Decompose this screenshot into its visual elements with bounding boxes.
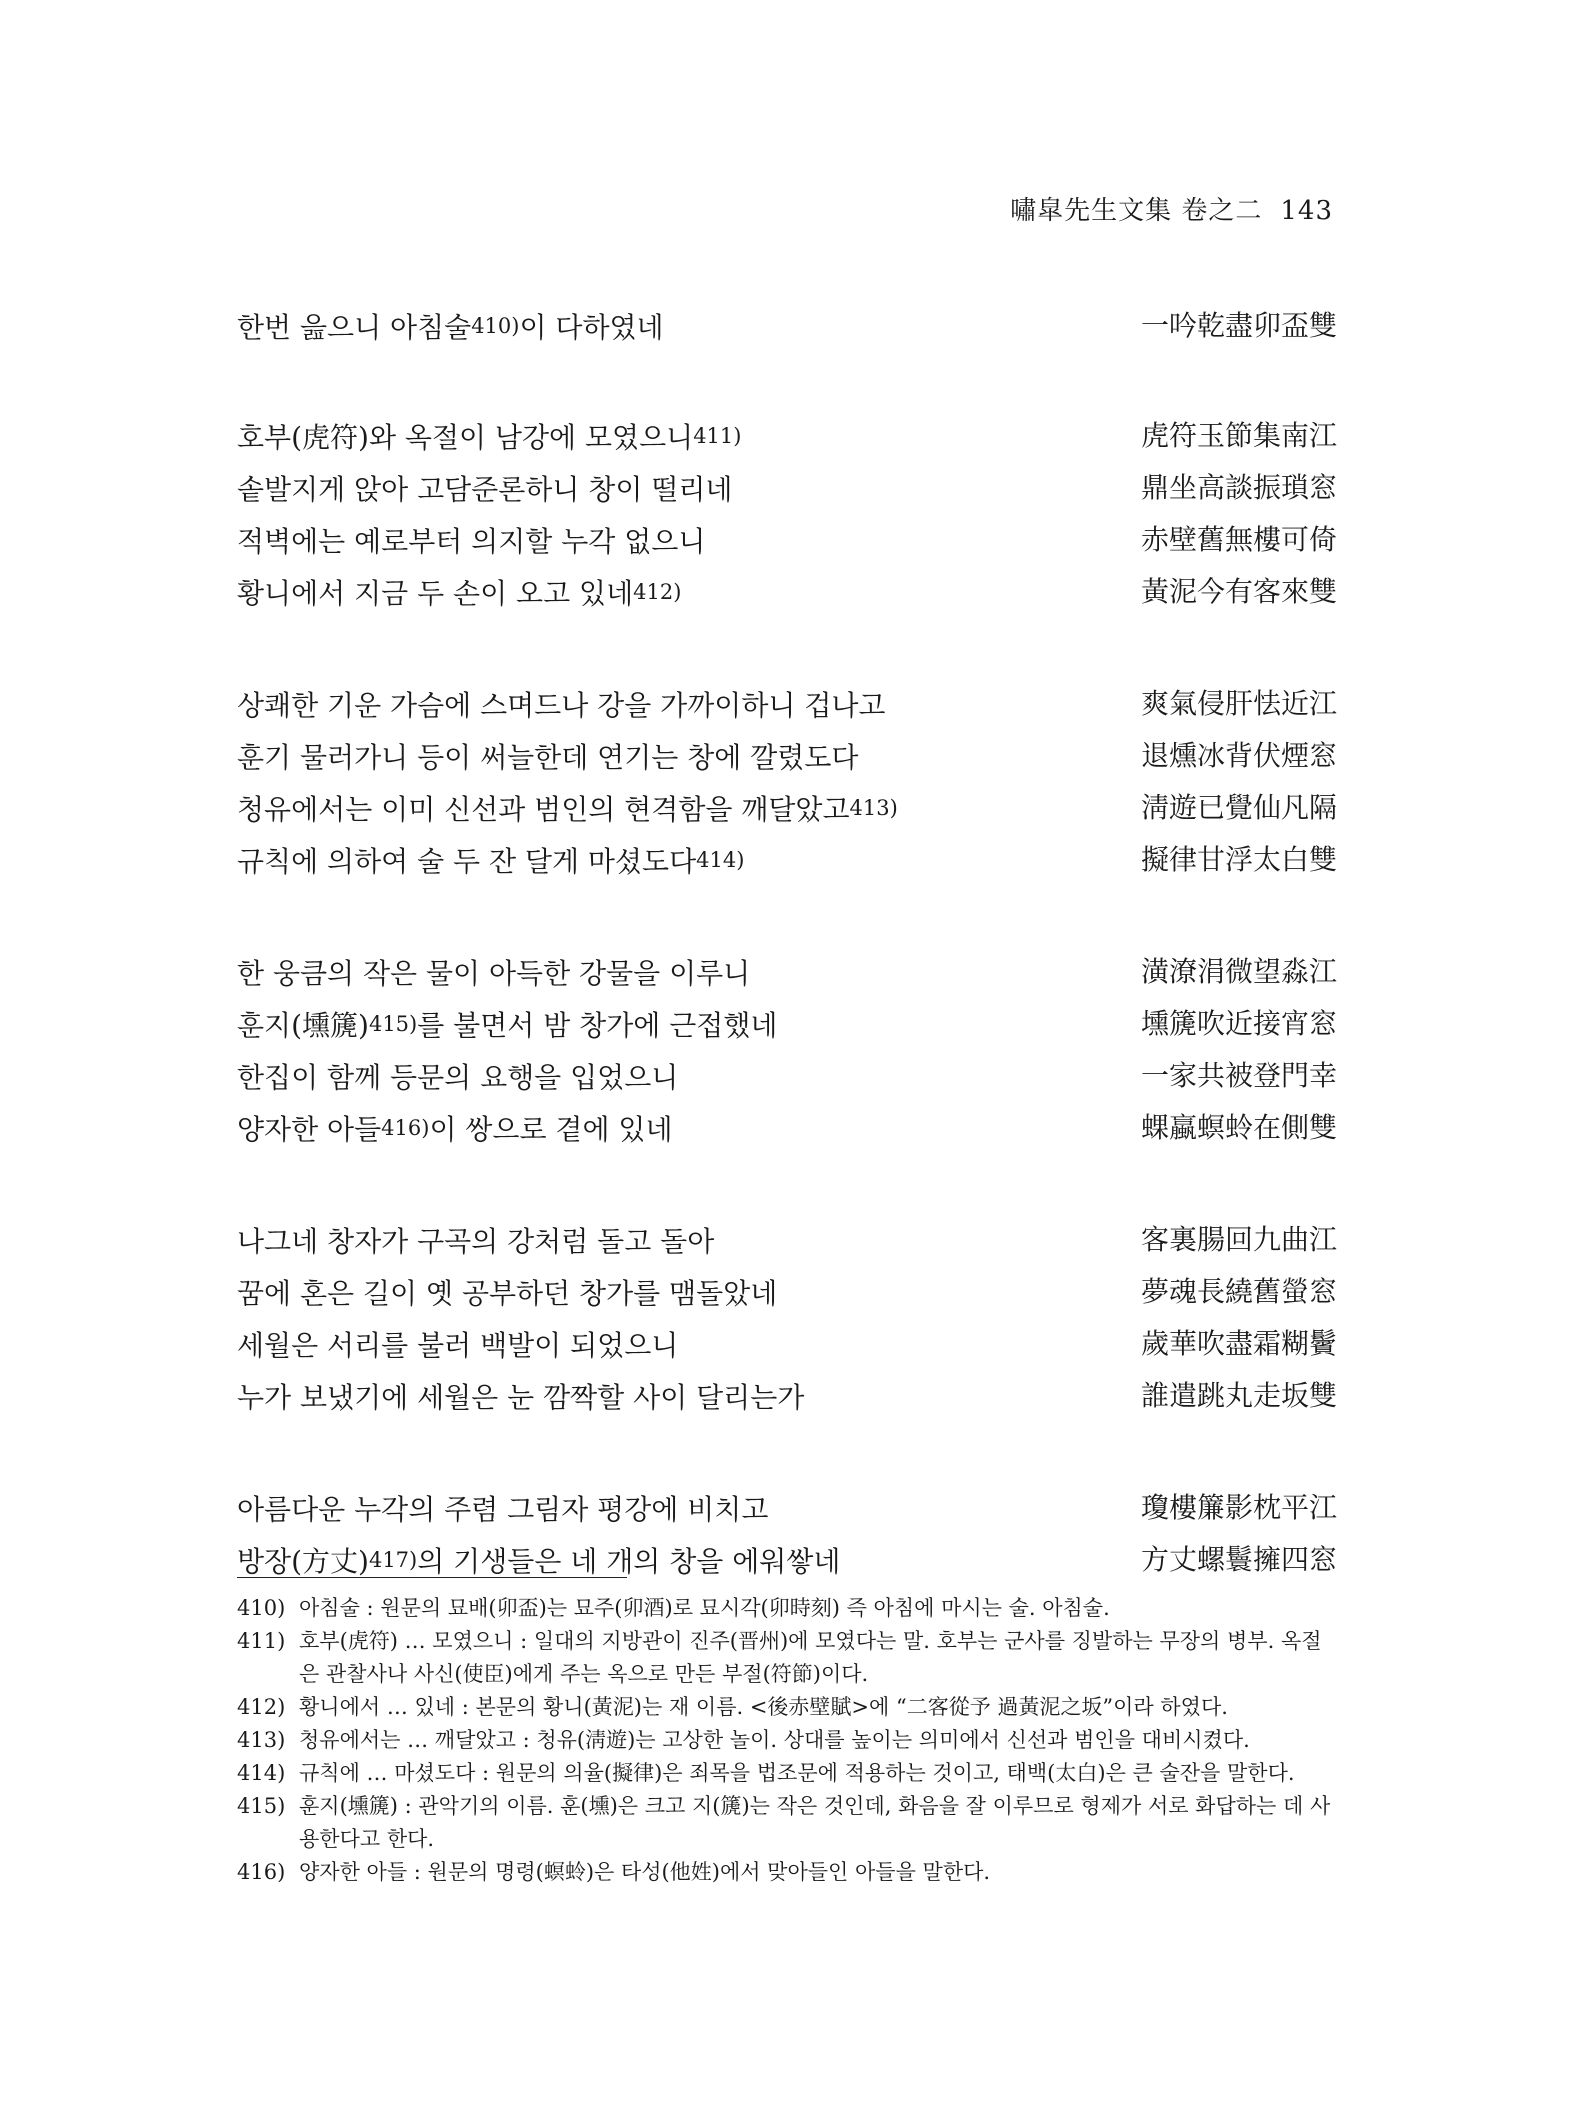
chinese-original: 一吟乾盡卯盃雙	[1140, 309, 1337, 342]
footnotes	[237, 1592, 1337, 1889]
stanza	[237, 678, 1337, 886]
chinese-original: 客裏腸回九曲江	[1140, 1223, 1337, 1256]
korean-translation	[237, 462, 732, 516]
korean-translation	[237, 566, 681, 620]
footnote-reference: 417)	[368, 1548, 418, 1572]
poem-line	[237, 678, 1337, 730]
korean-text-after: 를 불면서 밤 창가에 근접했네	[417, 1009, 778, 1042]
korean-translation	[237, 1370, 804, 1424]
korean-text: 황니에서 지금 두 손이 오고 있네	[237, 577, 634, 610]
chinese-original: 虎符玉節集南江	[1140, 419, 1337, 452]
korean-text: 한 웅큼의 작은 물이 아득한 강물을 이루니	[237, 957, 751, 990]
korean-translation	[237, 782, 898, 836]
chinese-original: 爽氣侵肝怯近江	[1140, 687, 1337, 720]
poem-line	[237, 834, 1337, 886]
footnote-number: 412)	[237, 1695, 286, 1719]
poem-line	[237, 566, 1337, 618]
poem-line	[237, 946, 1337, 998]
footnote-divider	[237, 1577, 627, 1578]
footnote-text: 아침술 : 원문의 묘배(卯盃)는 묘주(卯酒)로 묘시각(卯時刻) 즉 아침에 마시는 술. 아침술.	[299, 1596, 1110, 1620]
korean-text: 한번 읊으니 아침술	[237, 311, 472, 344]
korean-text-after: 의 기생들은 네 개의 창을 에워쌓네	[417, 1545, 841, 1578]
korean-text: 나그네 창자가 구곡의 강처럼 돌고 돌아	[237, 1225, 715, 1258]
page-number: 143	[1280, 196, 1333, 226]
footnote-text: 황니에서 … 있네 : 본문의 황니(黃泥)는 재 이름. <後赤壁賦>에 “二客從予 過黃泥之坂”이라 하였다.	[299, 1695, 1228, 1719]
stanza	[237, 410, 1337, 618]
poem-line	[237, 1482, 1337, 1534]
korean-text: 방장(方丈)	[237, 1545, 369, 1578]
footnote-number: 411)	[237, 1629, 286, 1653]
korean-translation	[237, 1266, 777, 1320]
korean-text: 훈기 물러가니 등이 써늘한데 연기는 창에 깔렸도다	[237, 741, 859, 774]
chinese-original: 誰遣跳丸走坂雙	[1140, 1379, 1337, 1412]
korean-text-after: 이 쌍으로 곁에 있네	[429, 1113, 673, 1146]
korean-text: 적벽에는 예로부터 의지할 누각 없으니	[237, 525, 706, 558]
korean-text: 청유에서는 이미 신선과 범인의 현격함을 깨달았고	[237, 793, 850, 826]
chinese-original: 退燻冰背伏煙窓	[1140, 739, 1337, 772]
poem-line	[237, 1214, 1337, 1266]
korean-text: 훈지(壎篪)	[237, 1009, 369, 1042]
footnote-number: 415)	[237, 1794, 286, 1818]
footnote-number: 410)	[237, 1596, 286, 1620]
poem-line	[237, 782, 1337, 834]
korean-translation	[237, 834, 744, 888]
footnote-text: 청유에서는 … 깨달았고 : 청유(淸遊)는 고상한 놀이. 상대를 높이는 의미에서 신선과 범인을 대비시켰다.	[299, 1728, 1250, 1752]
chinese-original: 歲華吹盡霜糊鬢	[1140, 1327, 1337, 1360]
footnote-number: 414)	[237, 1761, 286, 1785]
footnote-reference: 415)	[368, 1012, 418, 1036]
poem-line	[237, 998, 1337, 1050]
korean-text: 세월은 서리를 불러 백발이 되었으니	[237, 1329, 679, 1362]
footnote-reference: 411)	[693, 424, 742, 448]
korean-translation	[237, 514, 705, 568]
poem-line	[237, 730, 1337, 782]
footnote	[237, 1856, 1337, 1889]
stanza	[237, 300, 1337, 352]
korean-text: 꿈에 혼은 길이 옛 공부하던 창가를 맴돌았네	[237, 1277, 778, 1310]
poem-line	[237, 1370, 1337, 1422]
footnote-reference: 414)	[696, 848, 745, 872]
korean-text: 한집이 함께 등문의 요행을 입었으니	[237, 1061, 679, 1094]
korean-translation	[237, 1214, 714, 1268]
korean-text: 아름다운 누각의 주렴 그림자 평강에 비치고	[237, 1493, 769, 1526]
footnote	[237, 1757, 1337, 1790]
poem-line	[237, 1534, 1337, 1586]
footnote	[237, 1691, 1337, 1724]
footnote-number: 413)	[237, 1728, 286, 1752]
korean-text: 양자한 아들	[237, 1113, 382, 1146]
footnote	[237, 1592, 1337, 1625]
poem-line	[237, 1050, 1337, 1102]
stanza	[237, 1214, 1337, 1422]
korean-translation	[237, 1534, 840, 1588]
korean-translation	[237, 300, 664, 354]
footnote	[237, 1724, 1337, 1757]
footnote-reference: 416)	[381, 1116, 430, 1140]
chinese-original: 蜾蠃螟蛉在側雙	[1140, 1111, 1337, 1144]
running-header	[1010, 190, 1333, 227]
stanza	[237, 1482, 1337, 1586]
korean-text-after: 이 다하였네	[519, 311, 664, 344]
footnote-reference: 413)	[849, 796, 898, 820]
korean-translation	[237, 1102, 673, 1156]
stanza	[237, 946, 1337, 1154]
footnote-text: 훈지(壎篪) : 관악기의 이름. 훈(壎)은 크고 지(篪)는 작은 것인데, 화음을 잘 이루므로 형제가 서로 화답하는 데 사용한다고 한다.	[299, 1794, 1331, 1851]
korean-text: 누가 보냈기에 세월은 눈 깜짝할 사이 달리는가	[237, 1381, 805, 1414]
chinese-original: 方丈螺鬟擁四窓	[1140, 1543, 1337, 1576]
poem-line	[237, 1266, 1337, 1318]
korean-text: 호부(虎符)와 옥절이 남강에 모였으니	[237, 421, 694, 454]
poem-line	[237, 300, 1337, 352]
poem-line	[237, 1102, 1337, 1154]
korean-translation	[237, 678, 885, 732]
korean-text: 솥발지게 앉아 고담준론하니 창이 떨리네	[237, 473, 733, 506]
chinese-original: 夢魂長繞舊螢窓	[1140, 1275, 1337, 1308]
korean-text: 규칙에 의하여 술 두 잔 달게 마셨도다	[237, 845, 697, 878]
korean-translation	[237, 946, 750, 1000]
chinese-original: 潢潦涓微望淼江	[1140, 955, 1337, 988]
footnote-text: 규칙에 … 마셨도다 : 원문의 의율(擬律)은 죄목을 법조문에 적용하는 것이고, 태백(太白)은 큰 술잔을 말한다.	[299, 1761, 1295, 1785]
footnote	[237, 1790, 1337, 1856]
korean-translation	[237, 410, 741, 464]
footnote-number: 416)	[237, 1860, 286, 1884]
poem-line	[237, 410, 1337, 462]
poem-line	[237, 1318, 1337, 1370]
footnote-reference: 412)	[633, 580, 682, 604]
korean-translation	[237, 730, 858, 784]
footnote-text: 호부(虎符) … 모였으니 : 일대의 지방관이 진주(晋州)에 모였다는 말. 호부는 군사를 징발하는 무장의 병부. 옥절은 관찰사나 사신(使臣)에게 주는 옥으로 만든 부절(符節)이다.	[299, 1629, 1322, 1686]
chinese-original: 壎篪吹近接宵窓	[1140, 1007, 1337, 1040]
footnote-text: 양자한 아들 : 원문의 명령(螟蛉)은 타성(他姓)에서 맞아들인 아들을 말한다.	[299, 1860, 991, 1884]
korean-translation	[237, 1482, 768, 1536]
korean-translation	[237, 998, 777, 1052]
footnote	[237, 1625, 1337, 1691]
korean-translation	[237, 1318, 678, 1372]
poem-line	[237, 514, 1337, 566]
chinese-original: 赤壁舊無樓可倚	[1140, 523, 1337, 556]
chinese-original: 瓊樓簾影枕平江	[1140, 1491, 1337, 1524]
chinese-original: 淸遊已覺仙凡隔	[1140, 791, 1337, 824]
footnote-reference: 410)	[471, 314, 520, 338]
korean-text: 상쾌한 기운 가슴에 스며드나 강을 가까이하니 겁나고	[237, 689, 886, 722]
book-title: 嘯皐先生文集 卷之二	[1010, 196, 1263, 226]
chinese-original: 一家共被登門幸	[1140, 1059, 1337, 1092]
poem-body	[237, 300, 1337, 1646]
chinese-original: 鼎坐高談振瑣窓	[1140, 471, 1337, 504]
chinese-original: 黃泥今有客來雙	[1140, 575, 1337, 608]
poem-line	[237, 462, 1337, 514]
korean-translation	[237, 1050, 678, 1104]
chinese-original: 擬律甘浮太白雙	[1140, 843, 1337, 876]
